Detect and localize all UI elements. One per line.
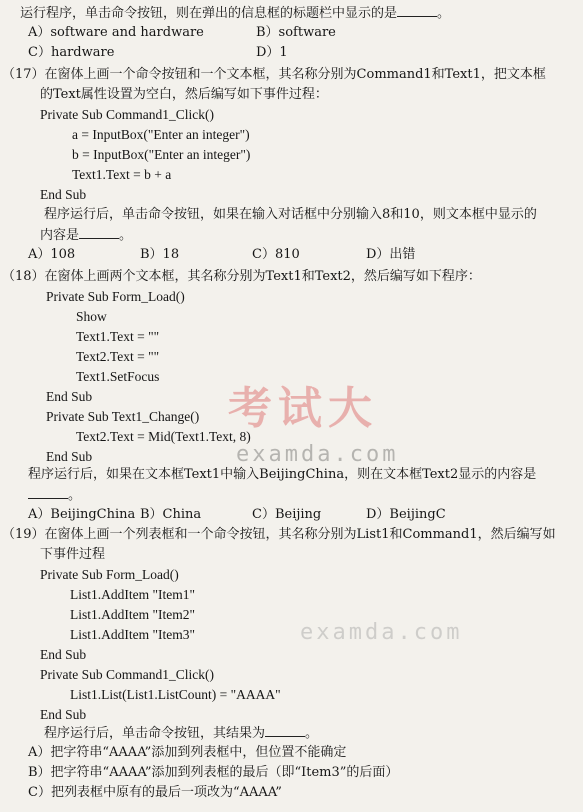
watermark-url-faint: examda.com <box>300 620 463 645</box>
q18-code-line: End Sub <box>46 449 93 464</box>
q18-option-d: D）BeijingC <box>366 507 446 522</box>
watermark-logo <box>228 372 448 482</box>
q19-code-line: List1.AddItem "Item1" <box>70 587 196 602</box>
q19-stem-line-2: 下事件过程 <box>40 547 106 562</box>
q17-code-line: b = InputBox("Enter an integer") <box>72 147 251 162</box>
q17-option-b: B）18 <box>140 247 180 262</box>
q17-option-d: D）出错 <box>366 247 416 262</box>
q18-after-line-1: 程序运行后，如果在文本框Text1中输入BeijingChina，则在文本框Text2显示的内容是 <box>28 467 537 482</box>
q19-code-line: End Sub <box>40 707 87 722</box>
q19-code-line: List1.AddItem "Item3" <box>70 627 196 642</box>
q19-option-b: B）把字符串“AAAA”添加到列表框的最后（即“Item3”的后面） <box>28 765 399 780</box>
q17-option-c: C）810 <box>252 247 300 262</box>
q16-option-b: B）software <box>256 25 336 40</box>
answer-blank <box>397 4 437 17</box>
q17-code-line: Private Sub Command1_Click() <box>40 107 214 122</box>
q16-option-a: A）software and hardware <box>28 25 204 40</box>
q17-after-line-1: 程序运行后，单击命令按钮，如果在输入对话框中分别输入8和10，则文本框中显示的 <box>44 207 537 222</box>
q19-code-line: End Sub <box>40 647 87 662</box>
watermark-cn: 考试大 <box>228 383 378 434</box>
q16-stem-text: 运行程序，单击命令按钮，则在弹出的信息框的标题栏中显示的是 <box>20 6 398 21</box>
q17-code-line: a = InputBox("Enter an integer") <box>72 127 250 142</box>
q19-option-c: C）把列表框中原有的最后一项改为“AAAA” <box>28 785 282 800</box>
q17-code-line: End Sub <box>40 187 87 202</box>
q18-code-line: Text1.SetFocus <box>76 369 160 384</box>
q19-stem-line-1: （19）在窗体上画一个列表框和一个命令按钮，其名称分别为List1和Command1，然后编写如 <box>2 527 556 542</box>
q19-code-line: Private Sub Command1_Click() <box>40 667 214 682</box>
q18-code-line: Text1.Text = "" <box>76 329 160 344</box>
q18-option-b: B）China <box>140 507 202 522</box>
q17-after-text: 内容是 <box>40 228 80 243</box>
q17-option-a: A）108 <box>28 247 76 262</box>
q17-stem-line-1: （17）在窗体上画一个命令按钮和一个文本框，其名称分别为Command1和Text1，把文本框 <box>2 67 546 82</box>
q18-after-line-2 <box>28 486 81 505</box>
q18-code-line: Text2.Text = Mid(Text1.Text, 8) <box>76 429 251 444</box>
q19-after-end: 。 <box>305 726 319 741</box>
q19-code-line: List1.List(List1.ListCount) = "AAAA" <box>70 687 281 702</box>
q19-option-a: A）把字符串“AAAA”添加到列表框中，但位置不能确定 <box>28 745 347 760</box>
q17-code-line: Text1.Text = b + a <box>72 167 172 182</box>
answer-blank <box>265 724 305 737</box>
q17-stem-line-2: 的Text属性设置为空白，然后编写如下事件过程： <box>40 87 328 102</box>
q18-code-line: Private Sub Form_Load() <box>46 289 185 304</box>
q18-code-line: End Sub <box>46 389 93 404</box>
q19-after-line <box>44 724 318 743</box>
q18-stem-line: （18）在窗体上画两个文本框，其名称分别为Text1和Text2，然后编写如下程序： <box>2 269 481 284</box>
watermark-url: examda.com <box>236 442 399 467</box>
q18-code-line: Private Sub Text1_Change() <box>46 409 200 424</box>
answer-blank <box>28 486 68 499</box>
answer-blank <box>79 226 119 239</box>
q16-stem-line <box>20 4 450 23</box>
q18-code-line: Text2.Text = "" <box>76 349 160 364</box>
q16-stem-end: 。 <box>437 6 451 21</box>
q19-code-line: List1.AddItem "Item2" <box>70 607 196 622</box>
q17-after-line-2 <box>40 226 132 245</box>
q18-after-end: 。 <box>68 488 82 503</box>
q18-option-a: A）BeijingChina <box>28 507 136 522</box>
q18-option-c: C）Beijing <box>252 507 322 522</box>
q19-code-line: Private Sub Form_Load() <box>40 567 179 582</box>
q19-after-text: 程序运行后，单击命令按钮，其结果为 <box>44 726 266 741</box>
q18-code-line: Show <box>76 309 107 324</box>
q17-after-end: 。 <box>119 228 133 243</box>
q16-option-c: C）hardware <box>28 45 115 60</box>
q16-option-d: D）1 <box>256 45 288 60</box>
